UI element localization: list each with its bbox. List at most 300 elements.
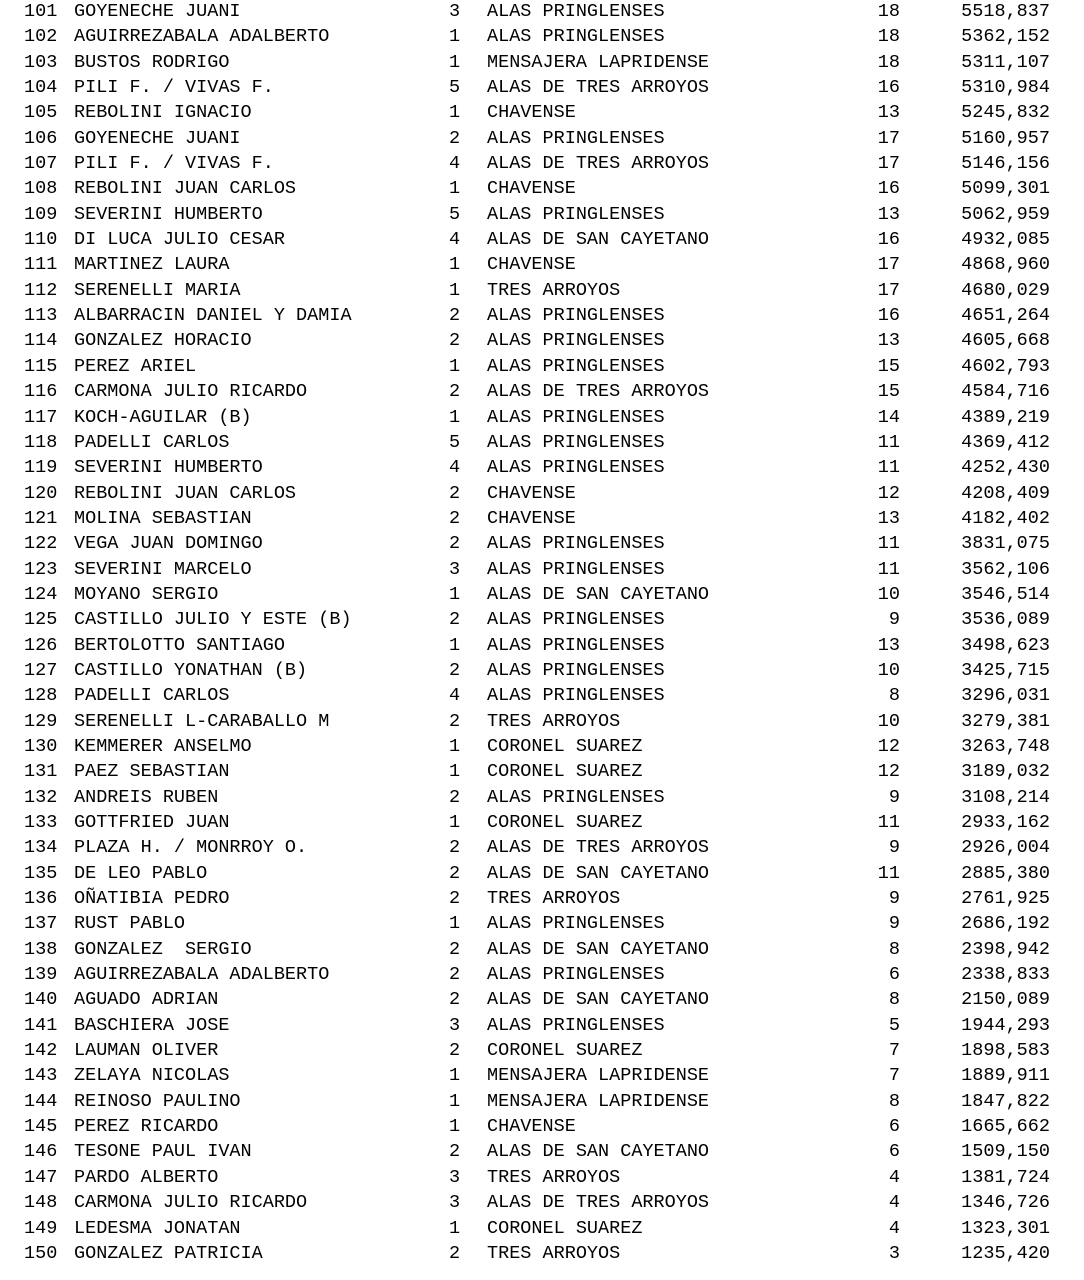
club-cell: ALAS PRINGLENSES [487,305,665,327]
speed-cell: 1235,420 [961,1242,1050,1264]
count-cell: 2 [449,837,461,859]
rank-cell: 141 [24,1014,58,1036]
count-cell: 2 [449,381,461,403]
rank-cell: 105 [24,102,58,124]
table-row [0,608,1084,633]
name-cell: MOYANO SERGIO [74,583,219,605]
name-cell: PLAZA H. / MONRROY O. [74,837,308,859]
club-cell: CORONEL SUAREZ [487,812,643,833]
club-cell: ALAS PRINGLENSES [487,634,665,656]
speed-cell: 3831,075 [961,533,1050,555]
points-cell: 5 [888,1014,900,1036]
count-cell: 2 [449,989,461,1011]
table-row [0,1064,1084,1089]
count-cell: 2 [449,862,461,884]
rank-cell: 111 [24,254,58,276]
rank-cell: 132 [24,786,58,808]
speed-cell: 3546,514 [961,583,1050,605]
name-cell: DI LUCA JULIO CESAR [74,229,285,251]
rank-cell: 135 [24,862,58,884]
points-cell: 8 [888,989,900,1011]
table-row [0,1166,1084,1191]
count-cell: 1 [449,51,461,73]
table-row [0,836,1084,861]
rank-cell: 119 [24,457,58,479]
points-cell: 17 [877,254,900,276]
speed-cell: 2933,162 [961,812,1050,833]
points-cell: 6 [888,1141,900,1163]
rank-cell: 101 [24,1,58,22]
table-row [0,938,1084,963]
rank-cell: 138 [24,938,58,960]
club-cell: CORONEL SUAREZ [487,1217,643,1239]
speed-cell: 2926,004 [961,837,1050,859]
table-row [0,786,1084,811]
table-row [0,887,1084,912]
rank-cell: 137 [24,913,58,935]
rank-cell: 136 [24,888,58,910]
points-cell: 13 [877,330,900,352]
points-cell: 13 [877,634,900,656]
speed-cell: 2338,833 [961,964,1050,986]
name-cell: SEVERINI HUMBERTO [74,457,263,479]
name-cell: LEDESMA JONATAN [74,1217,241,1239]
points-cell: 12 [877,761,900,783]
rank-cell: 102 [24,26,58,48]
name-cell: TESONE PAUL IVAN [74,1141,252,1163]
points-cell: 6 [888,1116,900,1138]
rank-cell: 112 [24,279,58,301]
name-cell: ALBARRACIN DANIEL Y DAMIA [74,305,352,327]
club-cell: ALAS PRINGLENSES [487,457,665,479]
count-cell: 4 [449,153,461,175]
count-cell: 2 [449,482,461,504]
name-cell: SERENELLI L-CARABALLO M [74,710,330,732]
name-cell: SEVERINI MARCELO [74,558,252,580]
points-cell: 3 [888,1242,900,1264]
speed-cell: 5518,837 [961,1,1050,22]
count-cell: 2 [449,507,461,529]
name-cell: DE LEO PABLO [74,862,208,884]
rank-cell: 114 [24,330,58,352]
table-row [0,735,1084,760]
club-cell: CHAVENSE [487,178,576,200]
points-cell: 11 [877,457,900,479]
table-row [0,583,1084,608]
speed-cell: 4369,412 [961,431,1050,453]
rank-cell: 123 [24,558,58,580]
club-cell: ALAS DE SAN CAYETANO [487,1141,710,1163]
speed-cell: 4605,668 [961,330,1050,352]
club-cell: ALAS PRINGLENSES [487,1,665,22]
club-cell: ALAS DE TRES ARROYOS [487,837,710,859]
rank-cell: 149 [24,1217,58,1239]
name-cell: CARMONA JULIO RICARDO [74,381,308,403]
table-row [0,0,1084,25]
count-cell: 2 [449,786,461,808]
name-cell: REBOLINI IGNACIO [74,102,252,124]
club-cell: ALAS DE TRES ARROYOS [487,77,710,99]
speed-cell: 4651,264 [961,305,1050,327]
rank-cell: 106 [24,127,58,149]
speed-cell: 3562,106 [961,558,1050,580]
name-cell: PAEZ SEBASTIAN [74,761,230,783]
name-cell: MARTINEZ LAURA [74,254,230,276]
rank-cell: 121 [24,507,58,529]
count-cell: 1 [449,1217,461,1239]
name-cell: BUSTOS RODRIGO [74,51,230,73]
club-cell: ALAS PRINGLENSES [487,127,665,149]
name-cell: AGUADO ADRIAN [74,989,219,1011]
table-row [0,152,1084,177]
rank-cell: 146 [24,1141,58,1163]
table-row [0,253,1084,278]
count-cell: 1 [449,102,461,124]
club-cell: ALAS DE SAN CAYETANO [487,862,710,884]
name-cell: CASTILLO JULIO Y ESTE (B) [74,609,352,631]
club-cell: CHAVENSE [487,1116,576,1138]
speed-cell: 1346,726 [961,1192,1050,1214]
rank-cell: 143 [24,1065,58,1087]
table-row [0,380,1084,405]
points-cell: 8 [888,1090,900,1112]
rank-cell: 113 [24,305,58,327]
table-row [0,203,1084,228]
count-cell: 2 [449,330,461,352]
club-cell: ALAS PRINGLENSES [487,1014,665,1036]
name-cell: CASTILLO YONATHAN (B) [74,659,308,681]
table-row [0,431,1084,456]
speed-cell: 5062,959 [961,203,1050,225]
club-cell: MENSAJERA LAPRIDENSE [487,1090,710,1112]
club-cell: ALAS PRINGLENSES [487,558,665,580]
count-cell: 1 [449,583,461,605]
rank-cell: 129 [24,710,58,732]
rank-cell: 128 [24,685,58,707]
speed-cell: 1509,150 [961,1141,1050,1163]
points-cell: 9 [888,837,900,859]
speed-cell: 1889,911 [961,1065,1050,1087]
count-cell: 1 [449,355,461,377]
count-cell: 3 [449,1192,461,1214]
name-cell: ANDREIS RUBEN [74,786,219,808]
table-row [0,1191,1084,1216]
speed-cell: 5245,832 [961,102,1050,124]
count-cell: 1 [449,1065,461,1087]
table-row [0,988,1084,1013]
rank-cell: 103 [24,51,58,73]
club-cell: ALAS DE SAN CAYETANO [487,989,710,1011]
table-row [0,355,1084,380]
name-cell: BASCHIERA JOSE [74,1014,230,1036]
speed-cell: 4252,430 [961,457,1050,479]
club-cell: ALAS PRINGLENSES [487,913,665,935]
club-cell: ALAS DE TRES ARROYOS [487,153,710,175]
name-cell: GOTTFRIED JUAN [74,812,230,833]
count-cell: 2 [449,710,461,732]
name-cell: GONZALEZ PATRICIA [74,1242,263,1264]
count-cell: 1 [449,26,461,48]
table-row [0,228,1084,253]
table-row [0,659,1084,684]
points-cell: 11 [877,533,900,555]
speed-cell: 3189,032 [961,761,1050,783]
speed-cell: 5311,107 [961,51,1050,73]
count-cell: 4 [449,457,461,479]
name-cell: CARMONA JULIO RICARDO [74,1192,308,1214]
rank-cell: 108 [24,178,58,200]
name-cell: GOYENECHE JUANI [74,127,241,149]
points-cell: 9 [888,888,900,910]
points-cell: 10 [877,583,900,605]
table-row [0,51,1084,76]
rank-cell: 125 [24,609,58,631]
points-cell: 16 [877,305,900,327]
table-row [0,1090,1084,1115]
rank-cell: 118 [24,431,58,453]
name-cell: AGUIRREZABALA ADALBERTO [74,964,330,986]
points-cell: 18 [877,1,900,22]
table-row [0,177,1084,202]
name-cell: ZELAYA NICOLAS [74,1065,230,1087]
speed-cell: 3536,089 [961,609,1050,631]
count-cell: 1 [449,254,461,276]
count-cell: 2 [449,1141,461,1163]
name-cell: PEREZ ARIEL [74,355,197,377]
table-row [0,127,1084,152]
speed-cell: 3498,623 [961,634,1050,656]
rank-cell: 133 [24,812,58,833]
rank-cell: 126 [24,634,58,656]
rank-cell: 145 [24,1116,58,1138]
club-cell: ALAS PRINGLENSES [487,406,665,428]
count-cell: 2 [449,1040,461,1062]
points-cell: 15 [877,355,900,377]
club-cell: MENSAJERA LAPRIDENSE [487,1065,710,1087]
speed-cell: 5146,156 [961,153,1050,175]
table-row [0,279,1084,304]
table-row [0,811,1084,836]
points-cell: 9 [888,609,900,631]
speed-cell: 5362,152 [961,26,1050,48]
rank-cell: 115 [24,355,58,377]
table-row [0,507,1084,532]
name-cell: PADELLI CARLOS [74,431,230,453]
points-cell: 10 [877,659,900,681]
points-cell: 8 [888,938,900,960]
speed-cell: 3108,214 [961,786,1050,808]
table-row [0,1217,1084,1242]
club-cell: CORONEL SUAREZ [487,761,643,783]
count-cell: 1 [449,279,461,301]
points-cell: 10 [877,710,900,732]
table-row [0,482,1084,507]
speed-cell: 4208,409 [961,482,1050,504]
name-cell: REBOLINI JUAN CARLOS [74,482,297,504]
count-cell: 3 [449,1014,461,1036]
count-cell: 1 [449,1090,461,1112]
count-cell: 2 [449,127,461,149]
count-cell: 1 [449,178,461,200]
name-cell: REBOLINI JUAN CARLOS [74,178,297,200]
name-cell: GONZALEZ HORACIO [74,330,252,352]
count-cell: 4 [449,229,461,251]
rank-cell: 122 [24,533,58,555]
table-row [0,760,1084,785]
points-cell: 4 [888,1192,900,1214]
count-cell: 1 [449,1116,461,1138]
speed-cell: 4602,793 [961,355,1050,377]
speed-cell: 4182,402 [961,507,1050,529]
rank-cell: 148 [24,1192,58,1214]
points-cell: 13 [877,507,900,529]
club-cell: ALAS PRINGLENSES [487,330,665,352]
table-row [0,634,1084,659]
table-row [0,1039,1084,1064]
speed-cell: 2398,942 [961,938,1050,960]
rank-cell: 116 [24,381,58,403]
club-cell: MENSAJERA LAPRIDENSE [487,51,710,73]
points-cell: 13 [877,102,900,124]
points-cell: 7 [888,1065,900,1087]
points-cell: 16 [877,77,900,99]
speed-cell: 2150,089 [961,989,1050,1011]
count-cell: 1 [449,812,461,833]
rank-cell: 150 [24,1242,58,1264]
speed-cell: 5099,301 [961,178,1050,200]
count-cell: 4 [449,685,461,707]
name-cell: PILI F. / VIVAS F. [74,77,274,99]
count-cell: 1 [449,735,461,757]
points-cell: 11 [877,862,900,884]
name-cell: REINOSO PAULINO [74,1090,241,1112]
club-cell: TRES ARROYOS [487,710,621,732]
count-cell: 1 [449,406,461,428]
club-cell: ALAS PRINGLENSES [487,203,665,225]
points-cell: 11 [877,558,900,580]
speed-cell: 4584,716 [961,381,1050,403]
points-cell: 17 [877,127,900,149]
points-cell: 6 [888,964,900,986]
rank-cell: 134 [24,837,58,859]
points-cell: 18 [877,26,900,48]
club-cell: ALAS DE SAN CAYETANO [487,938,710,960]
speed-cell: 1944,293 [961,1014,1050,1036]
rank-cell: 124 [24,583,58,605]
rank-cell: 117 [24,406,58,428]
speed-cell: 4389,219 [961,406,1050,428]
points-cell: 4 [888,1217,900,1239]
rank-cell: 142 [24,1040,58,1062]
speed-cell: 1323,301 [961,1217,1050,1239]
table-row [0,684,1084,709]
points-cell: 11 [877,812,900,833]
points-cell: 13 [877,203,900,225]
table-row [0,456,1084,481]
club-cell: ALAS PRINGLENSES [487,355,665,377]
table-row [0,76,1084,101]
count-cell: 1 [449,913,461,935]
rank-cell: 120 [24,482,58,504]
count-cell: 2 [449,888,461,910]
rank-cell: 144 [24,1090,58,1112]
club-cell: TRES ARROYOS [487,888,621,910]
name-cell: VEGA JUAN DOMINGO [74,533,263,555]
club-cell: TRES ARROYOS [487,1242,621,1264]
points-cell: 9 [888,786,900,808]
points-cell: 17 [877,153,900,175]
speed-cell: 2686,192 [961,913,1050,935]
table-row [0,710,1084,735]
count-cell: 2 [449,609,461,631]
name-cell: MOLINA SEBASTIAN [74,507,252,529]
club-cell: ALAS PRINGLENSES [487,659,665,681]
count-cell: 5 [449,77,461,99]
speed-cell: 2885,380 [961,862,1050,884]
table-row [0,25,1084,50]
table-row [0,862,1084,887]
rank-cell: 130 [24,735,58,757]
count-cell: 2 [449,964,461,986]
club-cell: ALAS PRINGLENSES [487,786,665,808]
club-cell: ALAS DE SAN CAYETANO [487,583,710,605]
name-cell: LAUMAN OLIVER [74,1040,219,1062]
count-cell: 2 [449,1242,461,1264]
club-cell: ALAS DE TRES ARROYOS [487,1192,710,1214]
name-cell: AGUIRREZABALA ADALBERTO [74,26,330,48]
name-cell: PEREZ RICARDO [74,1116,219,1138]
rank-cell: 147 [24,1166,58,1188]
club-cell: CHAVENSE [487,102,576,124]
name-cell: BERTOLOTTO SANTIAGO [74,634,285,656]
speed-cell: 2761,925 [961,888,1050,910]
club-cell: ALAS PRINGLENSES [487,533,665,555]
table-row [0,558,1084,583]
speed-cell: 3296,031 [961,685,1050,707]
table-row [0,1115,1084,1140]
table-row [0,963,1084,988]
count-cell: 1 [449,634,461,656]
speed-cell: 1381,724 [961,1166,1050,1188]
points-cell: 11 [877,431,900,453]
name-cell: OÑATIBIA PEDRO [74,888,230,910]
rank-cell: 104 [24,77,58,99]
count-cell: 3 [449,558,461,580]
table-row [0,101,1084,126]
points-cell: 16 [877,229,900,251]
club-cell: ALAS PRINGLENSES [487,685,665,707]
rank-cell: 127 [24,659,58,681]
name-cell: KEMMERER ANSELMO [74,735,252,757]
count-cell: 3 [449,1,461,22]
speed-cell: 1847,822 [961,1090,1050,1112]
points-cell: 16 [877,178,900,200]
count-cell: 1 [449,761,461,783]
club-cell: CHAVENSE [487,254,576,276]
club-cell: TRES ARROYOS [487,279,621,301]
speed-cell: 4868,960 [961,254,1050,276]
club-cell: CHAVENSE [487,507,576,529]
points-cell: 14 [877,406,900,428]
speed-cell: 3425,715 [961,659,1050,681]
rank-cell: 140 [24,989,58,1011]
club-cell: ALAS PRINGLENSES [487,431,665,453]
name-cell: RUST PABLO [74,913,186,935]
table-row [0,406,1084,431]
name-cell: PILI F. / VIVAS F. [74,153,274,175]
club-cell: ALAS PRINGLENSES [487,26,665,48]
name-cell: SERENELLI MARIA [74,279,241,301]
